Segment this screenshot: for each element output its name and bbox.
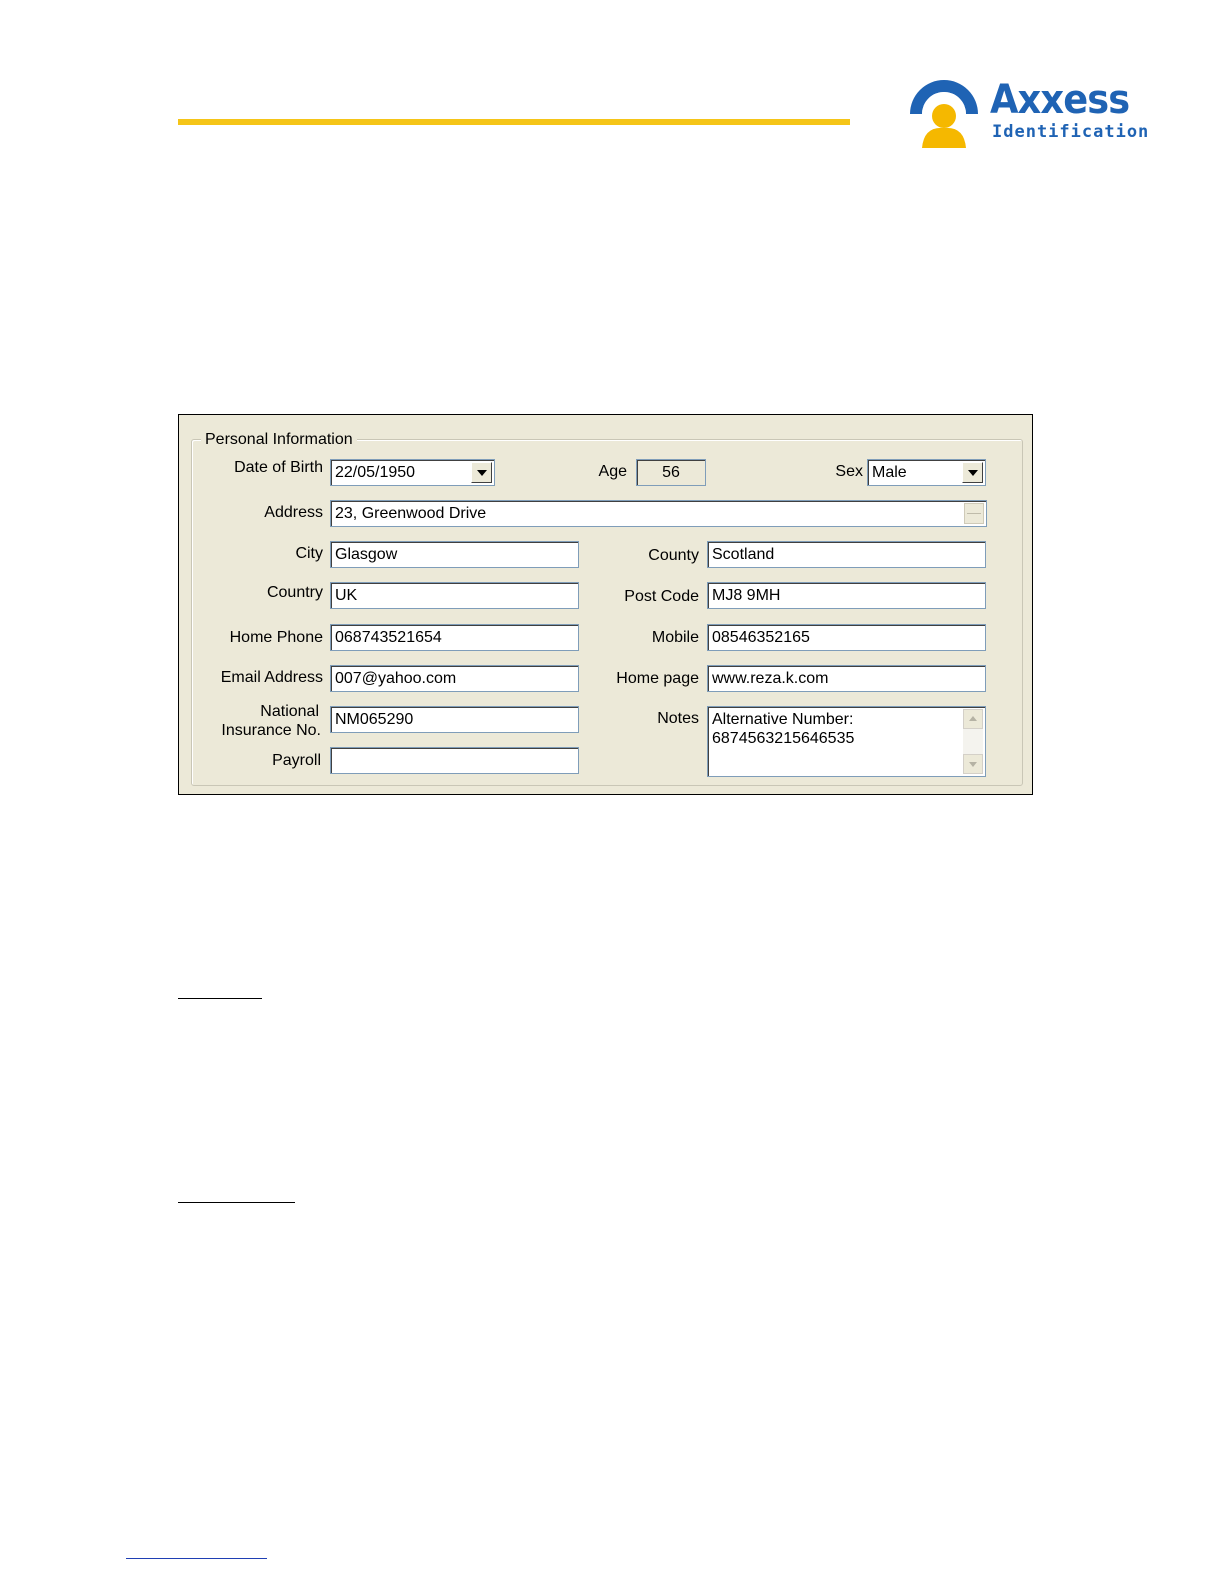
sex-value: Male [872,464,907,481]
ni-field[interactable]: NM065290 [330,706,579,733]
county-field[interactable]: Scotland [707,541,986,568]
logo-wordmark: Axxess [990,77,1130,123]
postcode-field[interactable]: MJ8 9MH [707,582,986,609]
personal-information-panel [178,414,1033,795]
postcode-label: Post Code [624,588,699,605]
sex-label: Sex [835,463,863,480]
footer-link-underline [126,1558,267,1559]
city-label: City [295,545,323,562]
age-field: 56 [636,459,706,486]
scroll-down-icon[interactable] [963,754,983,774]
city-field[interactable]: Glasgow [330,541,579,568]
notes-scrollbar[interactable] [963,709,983,774]
header-rule [178,119,850,125]
payroll-label: Payroll [272,752,321,769]
notes-textarea[interactable] [707,706,986,777]
home-phone-field[interactable]: 068743521654 [330,624,579,651]
dob-combobox[interactable] [330,459,495,486]
scroll-up-icon[interactable] [963,709,983,729]
homepage-field[interactable]: www.reza.k.com [707,665,986,692]
logo-tagline: Identification [992,122,1150,142]
mobile-field[interactable]: 08546352165 [707,624,986,651]
age-label: Age [598,463,627,480]
country-label: Country [266,584,323,601]
home-phone-label: Home Phone [229,629,323,646]
email-field[interactable]: 007@yahoo.com [330,665,579,692]
sex-dropdown-arrow-icon[interactable] [962,462,983,483]
dob-label: Date of Birth [234,459,323,476]
payroll-field[interactable] [330,747,579,774]
axxess-logo [904,66,1150,152]
address-value: 23, Greenwood Drive [335,505,487,522]
address-field[interactable] [330,500,987,527]
country-field[interactable]: UK [330,582,579,609]
address-label: Address [264,504,323,521]
section-underline [178,1202,295,1203]
homepage-label: Home page [616,670,699,687]
dob-value: 22/05/1950 [335,464,416,481]
address-spin-icon[interactable] [964,503,984,524]
notes-value: Alternative Number: 6874563215646535 [712,711,855,747]
person-logo-icon [904,68,984,152]
section-underline [178,998,262,999]
county-label: County [648,547,699,564]
ni-label-line1: National [260,703,319,720]
dob-dropdown-arrow-icon[interactable] [471,462,492,483]
group-title: Personal Information [201,431,357,449]
mobile-label: Mobile [651,629,699,646]
sex-combobox[interactable] [867,459,986,486]
notes-label: Notes [657,710,699,727]
ni-label-line2: Insurance No. [221,722,321,739]
email-label: Email Address [220,669,323,686]
